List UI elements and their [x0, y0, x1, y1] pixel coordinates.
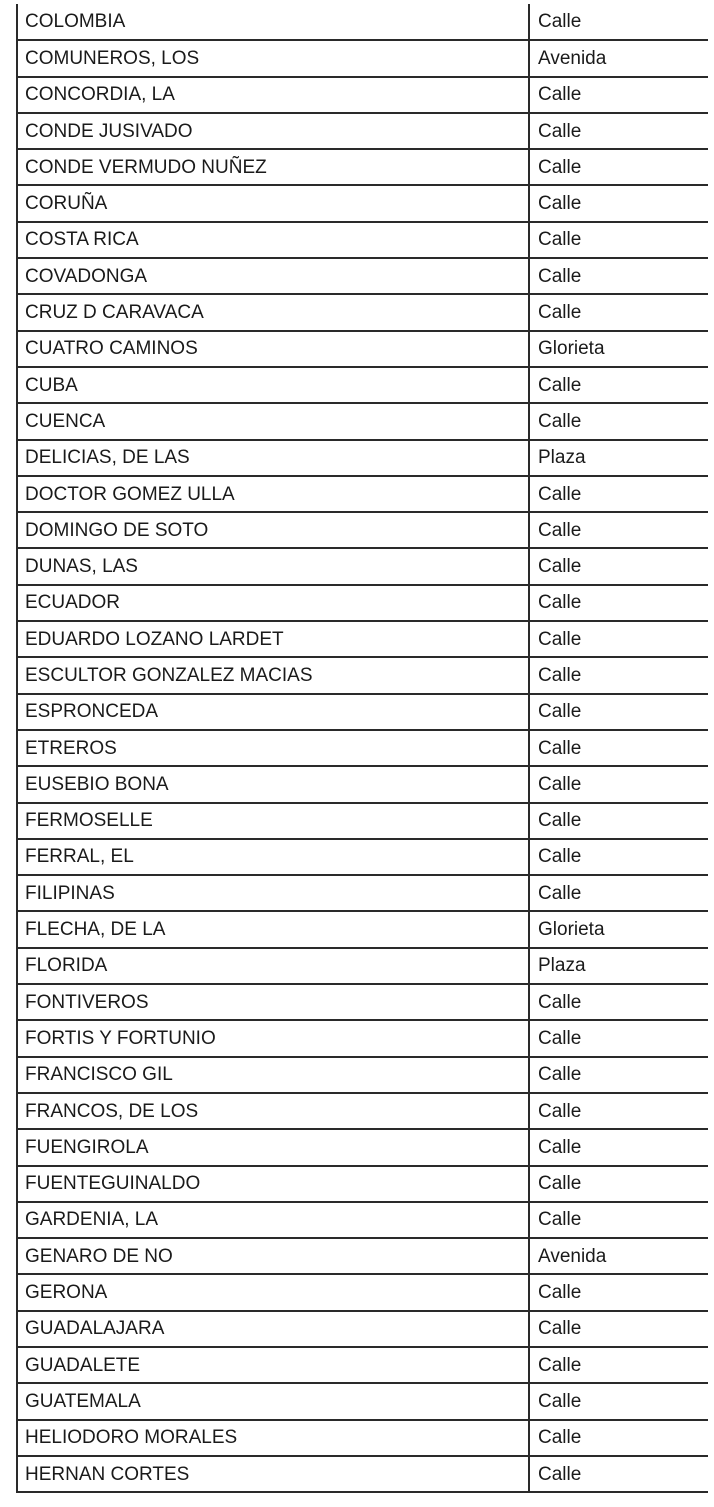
street-name-cell: ESPRONCEDA — [17, 694, 529, 730]
street-name-cell: CONDE JUSIVADO — [17, 113, 529, 149]
street-type-cell: Avenida — [529, 1238, 708, 1274]
street-name-cell: DOCTOR GOMEZ ULLA — [17, 476, 529, 512]
street-name-cell: GUADALAJARA — [17, 1311, 529, 1347]
table-row — [17, 1129, 708, 1165]
table-row — [17, 476, 708, 512]
table-row — [17, 1274, 708, 1310]
table-row — [17, 548, 708, 584]
table-row — [17, 149, 708, 185]
table-row — [17, 1238, 708, 1274]
table-row — [17, 185, 708, 221]
table-row — [17, 440, 708, 476]
street-name-cell: EDUARDO LOZANO LARDET — [17, 621, 529, 657]
street-type-cell: Calle — [529, 367, 708, 403]
street-type-cell: Calle — [529, 803, 708, 839]
street-name-cell: CONDE VERMUDO NUÑEZ — [17, 149, 529, 185]
table-row — [17, 1093, 708, 1129]
street-name-cell: CORUÑA — [17, 185, 529, 221]
street-type-cell: Calle — [529, 1129, 708, 1165]
street-name-cell: GUATEMALA — [17, 1383, 529, 1419]
street-type-cell: Calle — [529, 77, 708, 113]
street-type-cell: Calle — [529, 476, 708, 512]
street-name-cell: ECUADOR — [17, 585, 529, 621]
street-type-cell: Calle — [529, 149, 708, 185]
street-name-cell: GENARO DE NO — [17, 1238, 529, 1274]
street-name-cell: ESCULTOR GONZALEZ MACIAS — [17, 657, 529, 693]
table-row — [17, 1202, 708, 1238]
table-row — [17, 1420, 708, 1456]
street-type-cell: Calle — [529, 1456, 708, 1492]
street-name-cell: DOMINGO DE SOTO — [17, 512, 529, 548]
street-name-cell: FLORIDA — [17, 948, 529, 984]
street-type-cell: Calle — [529, 730, 708, 766]
street-name-cell: EUSEBIO BONA — [17, 766, 529, 802]
street-type-cell: Calle — [529, 222, 708, 258]
table-row — [17, 403, 708, 439]
street-type-cell: Avenida — [529, 40, 708, 76]
street-type-cell: Calle — [529, 294, 708, 330]
street-name-cell: FONTIVEROS — [17, 984, 529, 1020]
table-row — [17, 1020, 708, 1056]
table-row — [17, 730, 708, 766]
street-name-cell: COLOMBIA — [17, 4, 529, 40]
street-table — [16, 4, 708, 1493]
table-row — [17, 839, 708, 875]
street-type-cell: Calle — [529, 113, 708, 149]
street-type-cell: Calle — [529, 403, 708, 439]
street-type-cell: Plaza — [529, 440, 708, 476]
table-row — [17, 258, 708, 294]
street-name-cell: FILIPINAS — [17, 875, 529, 911]
street-name-cell: CUBA — [17, 367, 529, 403]
street-type-cell: Calle — [529, 185, 708, 221]
table-row — [17, 621, 708, 657]
street-type-cell: Calle — [529, 839, 708, 875]
street-name-cell: FLECHA, DE LA — [17, 911, 529, 947]
table-row — [17, 766, 708, 802]
table-row — [17, 694, 708, 730]
table-row — [17, 77, 708, 113]
street-name-cell: COSTA RICA — [17, 222, 529, 258]
street-type-cell: Calle — [529, 548, 708, 584]
street-type-cell: Calle — [529, 694, 708, 730]
street-name-cell: ETREROS — [17, 730, 529, 766]
street-type-cell: Calle — [529, 585, 708, 621]
street-type-cell: Calle — [529, 1420, 708, 1456]
street-type-cell: Calle — [529, 657, 708, 693]
street-type-cell: Calle — [529, 1093, 708, 1129]
table-row — [17, 222, 708, 258]
street-type-cell: Calle — [529, 1057, 708, 1093]
street-name-cell: HERNAN CORTES — [17, 1456, 529, 1492]
street-type-cell: Calle — [529, 1020, 708, 1056]
table-row — [17, 40, 708, 76]
street-name-cell: HELIODORO MORALES — [17, 1420, 529, 1456]
table-row — [17, 294, 708, 330]
street-type-cell: Calle — [529, 4, 708, 40]
street-name-cell: COVADONGA — [17, 258, 529, 294]
street-name-cell: COMUNEROS, LOS — [17, 40, 529, 76]
street-name-cell: FERRAL, EL — [17, 839, 529, 875]
street-name-cell: FUENTEGUINALDO — [17, 1166, 529, 1202]
street-type-cell: Calle — [529, 1274, 708, 1310]
table-row — [17, 1347, 708, 1383]
street-type-cell: Calle — [529, 1347, 708, 1383]
street-type-cell: Calle — [529, 512, 708, 548]
street-type-cell: Plaza — [529, 948, 708, 984]
table-row — [17, 1311, 708, 1347]
table-row — [17, 1057, 708, 1093]
street-name-cell: GUADALETE — [17, 1347, 529, 1383]
table-row — [17, 1456, 708, 1492]
street-type-cell: Calle — [529, 875, 708, 911]
street-name-cell: GARDENIA, LA — [17, 1202, 529, 1238]
street-name-cell: FUENGIROLA — [17, 1129, 529, 1165]
table-row — [17, 512, 708, 548]
table-row — [17, 331, 708, 367]
street-name-cell: CONCORDIA, LA — [17, 77, 529, 113]
street-type-cell: Calle — [529, 621, 708, 657]
table-row — [17, 803, 708, 839]
table-row — [17, 585, 708, 621]
table-row — [17, 113, 708, 149]
street-type-cell: Calle — [529, 984, 708, 1020]
table-row — [17, 911, 708, 947]
street-type-cell: Glorieta — [529, 911, 708, 947]
street-type-cell: Calle — [529, 1383, 708, 1419]
street-type-cell: Calle — [529, 766, 708, 802]
table-row — [17, 948, 708, 984]
street-type-cell: Calle — [529, 1166, 708, 1202]
street-type-cell: Glorieta — [529, 331, 708, 367]
table-row — [17, 367, 708, 403]
table-row — [17, 657, 708, 693]
street-name-cell: GERONA — [17, 1274, 529, 1310]
table-row — [17, 1166, 708, 1202]
table-row — [17, 875, 708, 911]
street-type-cell: Calle — [529, 1311, 708, 1347]
street-name-cell: FORTIS Y FORTUNIO — [17, 1020, 529, 1056]
street-name-cell: CRUZ D CARAVACA — [17, 294, 529, 330]
street-name-cell: FRANCISCO GIL — [17, 1057, 529, 1093]
street-name-cell: DELICIAS, DE LAS — [17, 440, 529, 476]
street-name-cell: FRANCOS, DE LOS — [17, 1093, 529, 1129]
street-type-cell: Calle — [529, 1202, 708, 1238]
street-name-cell: CUENCA — [17, 403, 529, 439]
street-name-cell: FERMOSELLE — [17, 803, 529, 839]
street-name-cell: CUATRO CAMINOS — [17, 331, 529, 367]
table-row — [17, 4, 708, 40]
street-type-cell: Calle — [529, 258, 708, 294]
table-row — [17, 1383, 708, 1419]
table-row — [17, 984, 708, 1020]
street-table-body — [17, 4, 708, 1492]
street-name-cell: DUNAS, LAS — [17, 548, 529, 584]
